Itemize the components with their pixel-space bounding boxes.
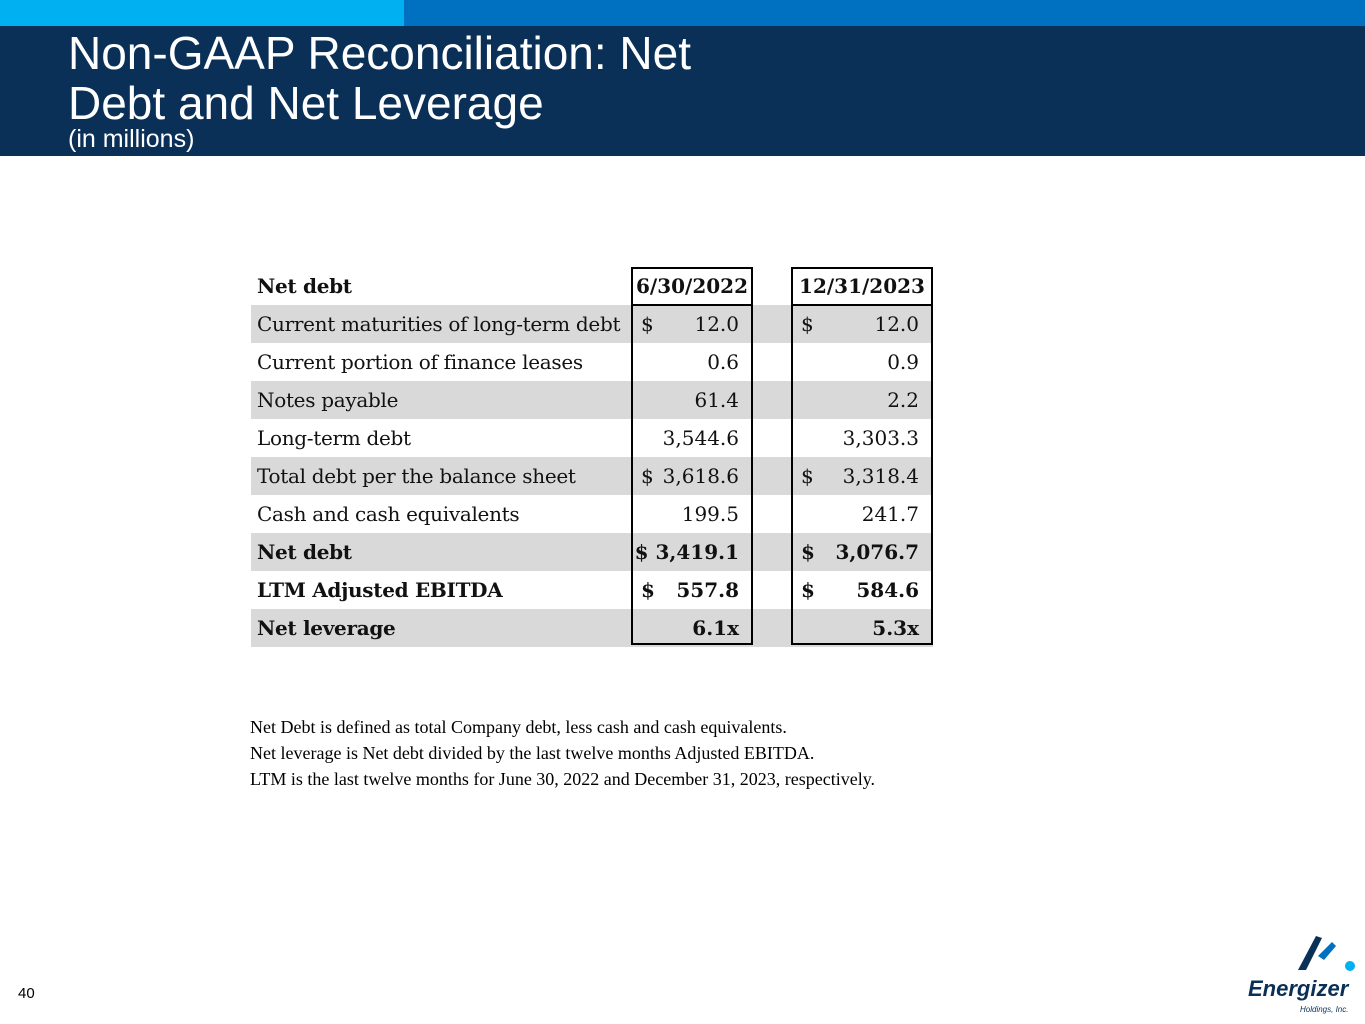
page-title: Non-GAAP Reconciliation: Net Debt and Net Leverage	[68, 27, 691, 129]
col2-currency: $	[801, 464, 814, 488]
col2-value: 3,076.7	[835, 540, 919, 564]
col1-value: 557.8	[676, 578, 739, 602]
footnote: Net leverage is Net debt divided by the last twelve months Adjusted EBITDA.	[250, 743, 815, 763]
col2-header-divider	[791, 304, 933, 306]
logo-subtext: Holdings, Inc.	[1300, 1005, 1349, 1014]
title-banner	[0, 26, 1365, 156]
col2-currency: $	[801, 540, 815, 564]
col2-currency: $	[801, 312, 814, 336]
col1-currency: $	[641, 578, 655, 602]
row-label: Current maturities of long-term debt	[251, 305, 631, 343]
row-label: Current portion of finance leases	[257, 350, 583, 374]
table-header-label: Net debt	[257, 274, 352, 298]
footnote: LTM is the last twelve months for June 30, 2022 and December 31, 2023, respectively.	[250, 769, 876, 789]
col1-header-divider	[631, 304, 753, 306]
col1-value: 0.6	[707, 350, 739, 374]
col1-value: 3,618.6	[662, 464, 739, 488]
row-label: LTM Adjusted EBITDA	[257, 578, 503, 602]
col1-currency: $	[641, 312, 654, 336]
top-accent-bar	[404, 0, 1365, 26]
col2-currency: $	[801, 578, 815, 602]
col2-value: 241.7	[861, 502, 919, 526]
col1-value: $ 3,419.1	[634, 540, 739, 564]
col1-value: 6.1x	[692, 616, 739, 640]
logo-wordmark: Energizer	[1248, 976, 1349, 1001]
col2-border	[791, 267, 933, 645]
col1-value: 12.0	[694, 312, 739, 336]
row-label: Net debt	[251, 533, 631, 571]
footnotes	[250, 714, 875, 792]
col2-value: 584.6	[856, 578, 919, 602]
row-label: Notes payable	[251, 381, 631, 419]
row-label: Net leverage	[251, 609, 631, 647]
page-subtitle: (in millions)	[68, 125, 195, 153]
col1-currency: $	[641, 464, 654, 488]
col2-value: 3,318.4	[842, 464, 919, 488]
footnote: Net Debt is defined as total Company debt, less cash and cash equivalents.	[250, 717, 787, 737]
row-label: Total debt per the balance sheet	[251, 457, 631, 495]
col1-header: 6/30/2022	[635, 274, 749, 298]
col2-value: 5.3x	[872, 616, 919, 640]
col2-value: 2.2	[887, 388, 919, 412]
row-label: Cash and cash equivalents	[257, 502, 520, 526]
col1-value: 61.4	[694, 388, 739, 412]
row-label: Long-term debt	[257, 426, 411, 450]
energizer-mark-icon	[1244, 932, 1360, 1016]
energizer-logo	[1244, 932, 1360, 1016]
col2-header: 12/31/2023	[799, 274, 925, 298]
col2-value: 0.9	[887, 350, 919, 374]
col2-value: 3,303.3	[842, 426, 919, 450]
col1-border	[631, 267, 753, 645]
col1-value: 3,544.6	[662, 426, 739, 450]
col2-value: 12.0	[874, 312, 919, 336]
page-number: 40	[18, 985, 35, 1002]
top-accent-bar-light	[0, 0, 404, 26]
col1-value: 199.5	[681, 502, 739, 526]
